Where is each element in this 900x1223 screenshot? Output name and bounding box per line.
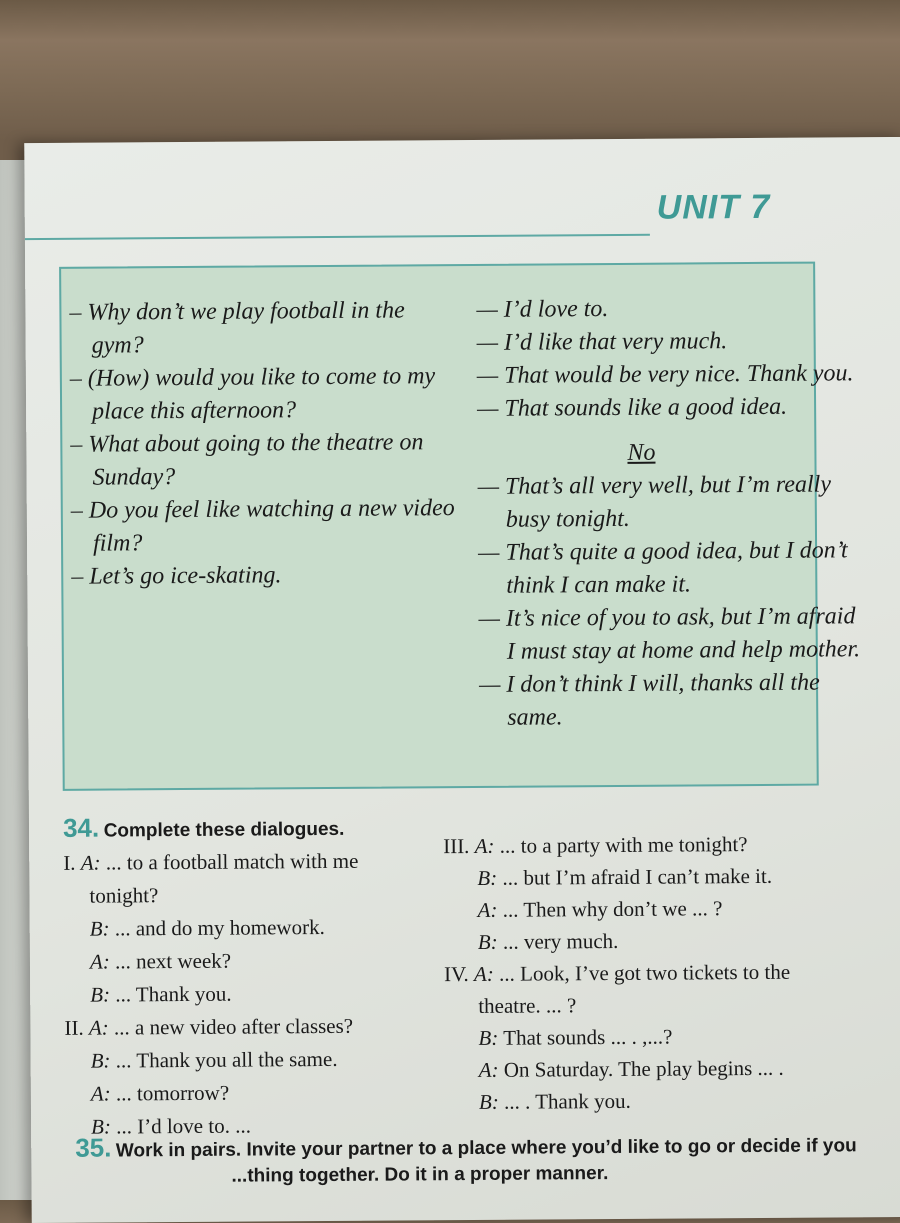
dialogue-speaker: A: xyxy=(478,898,498,922)
dialogue-column-right xyxy=(24,137,900,143)
dialogue-speaker: B: xyxy=(91,1115,111,1139)
dialogue-line xyxy=(91,1081,229,1107)
dialogue-line xyxy=(478,929,619,955)
dialogue-line xyxy=(477,864,772,891)
dialogue-speaker: B: xyxy=(478,930,498,954)
exercise-title: Complete these dialogues. xyxy=(104,819,345,842)
dialogue-label: I. xyxy=(63,851,81,875)
dialogue-label: IV. xyxy=(444,962,474,986)
dialogue-speaker: B: xyxy=(478,1026,498,1050)
dialogue-speaker: A: xyxy=(89,1016,109,1040)
yes-response: — That would be very nice. Thank you. xyxy=(477,358,812,393)
invitation-line: gym? xyxy=(70,327,440,363)
invitation-line: film? xyxy=(71,525,441,561)
dialogue-line xyxy=(478,1025,672,1051)
dialogue-text: ... Thank you all the same. xyxy=(110,1047,337,1073)
dialogue-text: theatre. ... ? xyxy=(478,993,576,1018)
dialogue-text: ... very much. xyxy=(498,929,619,954)
dialogue-line xyxy=(444,960,790,987)
dialogue-speaker: A: xyxy=(475,834,495,858)
invitation-line: place this afternoon? xyxy=(70,393,440,429)
dialogue-text: ... but I’m afraid I can’t make it. xyxy=(497,864,772,890)
dialogue-text: ... . Thank you. xyxy=(499,1089,631,1114)
invitation-line: – Do you feel like watching a new video xyxy=(71,492,441,528)
no-response: — I don’t think I will, thanks all the xyxy=(479,667,814,702)
yes-response: — That sounds like a good idea. xyxy=(477,391,812,426)
dialogue-line xyxy=(90,982,232,1008)
dialogue-text: ... and do my homework. xyxy=(109,915,324,941)
dialogue-line xyxy=(89,883,158,908)
dialogue-text: ... Thank you. xyxy=(110,982,232,1007)
dialogue-line xyxy=(63,849,358,876)
invitations-column xyxy=(69,294,441,594)
dialogue-text: ... tomorrow? xyxy=(111,1081,230,1106)
dialogue-line xyxy=(443,832,748,859)
dialogue-speaker: B: xyxy=(91,1049,111,1073)
book-page xyxy=(24,137,900,1223)
dialogue-label: III. xyxy=(443,834,475,858)
dialogue-line xyxy=(479,1056,784,1083)
dialogue-text: ... a new video after classes? xyxy=(109,1014,353,1040)
no-response: I must stay at home and help mother. xyxy=(479,634,814,669)
exercise-34-heading xyxy=(63,811,345,844)
dialogue-column-left xyxy=(24,137,900,143)
dialogue-text: ... Then why don’t we ... ? xyxy=(497,896,722,922)
no-response: — That’s quite a good idea, but I don’t xyxy=(478,535,813,570)
exercise-35-line2 xyxy=(231,1163,608,1188)
dialogue-line xyxy=(90,949,231,975)
dialogue-speaker: B: xyxy=(479,1090,499,1114)
dialogue-text: That sounds ... . ,...? xyxy=(498,1025,672,1050)
dialogue-text: On Saturday. The play begins ... . xyxy=(498,1056,783,1082)
dialogue-text: ... to a party with me tonight? xyxy=(494,832,747,858)
dialogue-speaker: A: xyxy=(91,1082,111,1106)
exercise-instructions-cont: ...thing together. Do it in a proper manner. xyxy=(231,1163,608,1187)
no-response: — That’s all very well, but I’m really xyxy=(478,469,813,504)
dialogue-line xyxy=(479,1089,631,1115)
invitation-line: – What about going to the theatre on xyxy=(70,426,440,462)
exercise-instructions: Work in pairs. Invite your partner to a place where you’d like to go or decide if you xyxy=(116,1135,857,1161)
dialogue-line xyxy=(478,896,723,923)
no-response: — It’s nice of you to ask, but I’m afraid xyxy=(478,601,813,636)
dialogue-line xyxy=(478,993,576,1019)
exercise-number: 35. xyxy=(75,1133,111,1163)
dialogue-text: ... next week? xyxy=(110,949,231,974)
unit-title: UNIT 7 xyxy=(657,188,771,228)
header-rule xyxy=(25,234,650,240)
yes-response: — I’d like that very much. xyxy=(477,325,812,360)
invitation-line: – (How) would you like to come to my xyxy=(70,360,440,396)
exercise-35-heading xyxy=(75,1127,857,1163)
dialogue-speaker: A: xyxy=(90,950,110,974)
dialogue-speaker: B: xyxy=(90,983,110,1007)
dialogue-speaker: A: xyxy=(479,1058,499,1082)
exercise-number: 34. xyxy=(63,813,99,843)
invitation-line: – Why don’t we play football in the xyxy=(69,294,439,330)
dialogue-label: II. xyxy=(64,1016,89,1040)
no-response: same. xyxy=(479,700,814,735)
dialogue-line xyxy=(64,1014,353,1041)
yes-response: — I’d love to. xyxy=(476,292,811,327)
no-heading: No xyxy=(477,436,812,471)
dialogue-text: ... Look, I’ve got two tickets to the xyxy=(494,960,790,986)
dialogue-text: tonight? xyxy=(89,883,158,907)
no-response: busy tonight. xyxy=(478,502,813,537)
dialogue-speaker: A: xyxy=(81,851,101,875)
invitation-line: Sunday? xyxy=(70,459,440,495)
responses-column xyxy=(476,292,814,735)
dialogue-line xyxy=(91,1047,338,1074)
invitation-line: – Let’s go ice-skating. xyxy=(71,558,441,594)
dialogue-speaker: A: xyxy=(474,962,494,986)
dialogue-speaker: B: xyxy=(477,866,497,890)
phrases-box xyxy=(59,262,819,791)
dialogue-line xyxy=(90,915,325,942)
no-response: think I can make it. xyxy=(478,568,813,603)
dialogue-text: ... I’d love to. ... xyxy=(111,1114,251,1139)
dialogue-text: ... to a football match with me xyxy=(101,849,359,875)
dialogue-speaker: B: xyxy=(90,917,110,941)
